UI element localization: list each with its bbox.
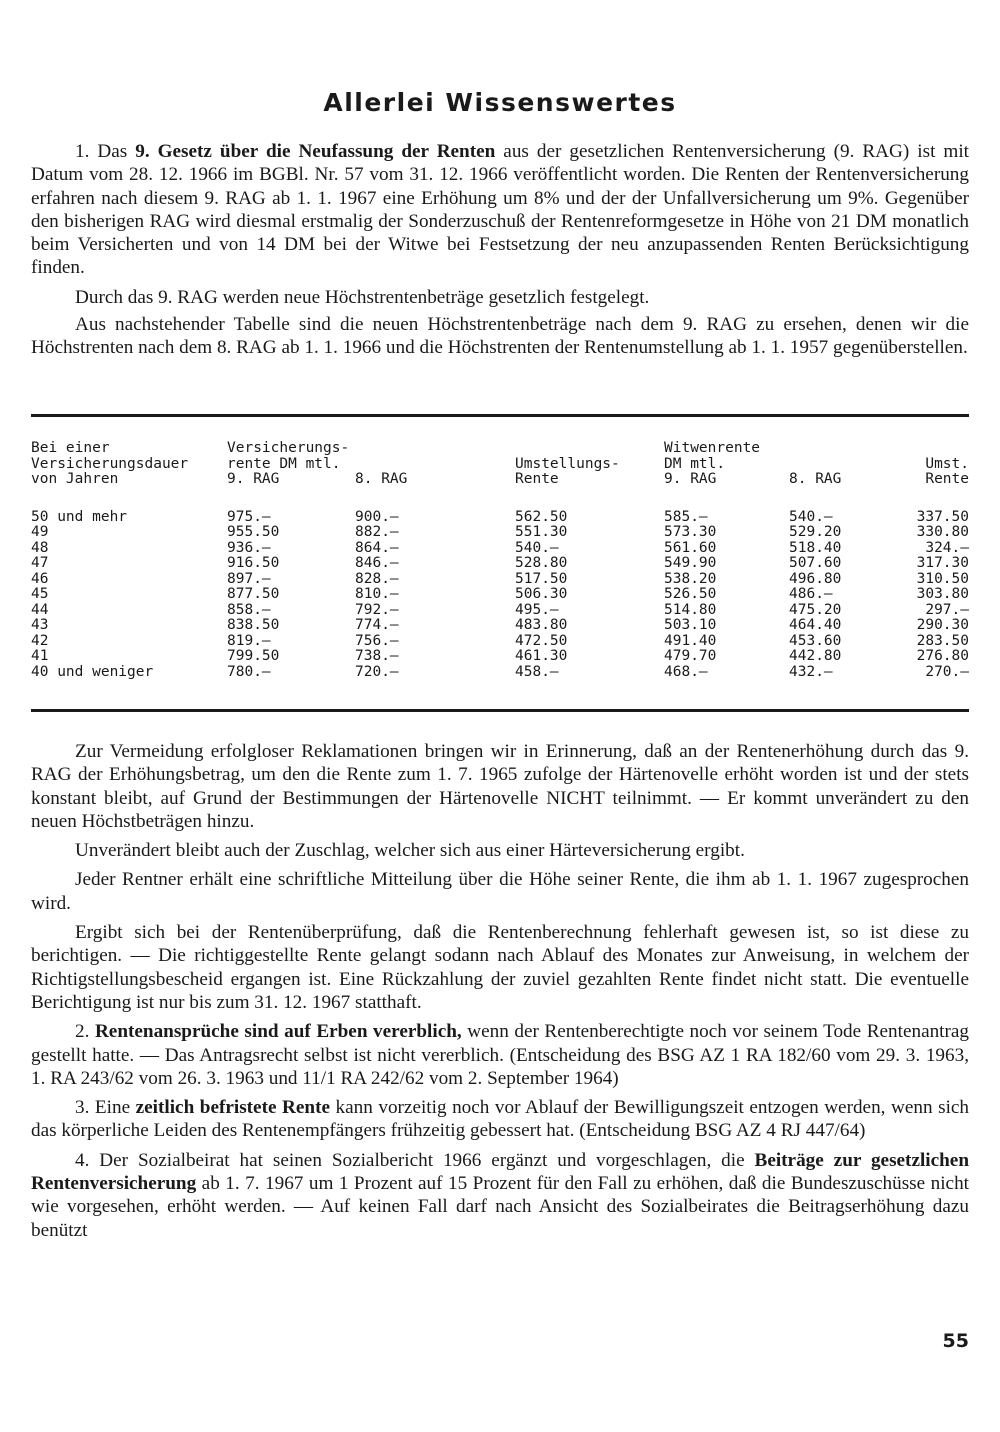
- cell-widow-8rag: 507.60: [789, 555, 842, 571]
- cell-widow-8rag: 464.40: [789, 617, 842, 633]
- cell-conversion: 562.50: [515, 508, 568, 525]
- cell-widow-8rag: 453.60: [789, 632, 842, 649]
- page-number: 55: [942, 1330, 969, 1352]
- table-row: [31, 634, 969, 650]
- paragraph-max-amounts: Durch das 9. RAG werden neue Höchstrentenbeträge gesetzlich festgelegt.: [75, 286, 650, 308]
- cell-conversion: 483.80: [515, 617, 568, 633]
- cell-widow-9rag: 514.80: [664, 601, 717, 618]
- cell-insurance-9rag: 877.50: [227, 586, 280, 602]
- cell-insurance-8rag: 756.—: [355, 632, 399, 649]
- cell-insurance-8rag: 864.—: [355, 539, 399, 556]
- cell-insurance-9rag: 858.—: [227, 601, 271, 618]
- paragraph-social-council: [31, 1149, 969, 1242]
- paragraph-council-rest: ab 1. 7. 1967 um 1 Prozent auf 15 Prozent für den Fall zu erhöhen, daß die Bundeszuschüsse nicht wie vorgesehen, erhöht werden. — Auf keinen Fall darf nach Ansicht des Sozialbeirates die Beitragserhöhung dazu benützt: [31, 1173, 969, 1241]
- header-duration: Bei einer Versicherungsdauer von Jahren: [31, 440, 189, 487]
- cell-widow-conversion: 337.50: [916, 508, 969, 525]
- cell-widow-conversion: 297.—: [925, 601, 969, 618]
- cell-insurance-9rag: 936.—: [227, 539, 271, 556]
- cell-insurance-9rag: 838.50: [227, 617, 280, 633]
- after-table-section: [31, 740, 969, 1248]
- cell-duration: 44: [31, 601, 49, 618]
- cell-widow-conversion: 290.30: [916, 617, 969, 633]
- cell-duration: 40 und weniger: [31, 663, 154, 680]
- cell-widow-9rag: 479.70: [664, 648, 717, 664]
- cell-widow-conversion: 324.—: [925, 539, 969, 556]
- cell-insurance-8rag: 828.—: [355, 570, 399, 587]
- cell-widow-9rag: 549.90: [664, 555, 717, 571]
- cell-duration: 50 und mehr: [31, 508, 128, 525]
- cell-widow-8rag: 529.20: [789, 524, 842, 540]
- cell-insurance-9rag: 916.50: [227, 555, 280, 571]
- cell-insurance-8rag: 774.—: [355, 617, 399, 633]
- header-widow-conversion: Umst. Rente: [925, 455, 969, 487]
- cell-conversion: 506.30: [515, 586, 568, 602]
- cell-insurance-8rag: 900.—: [355, 508, 399, 525]
- table-row: [31, 556, 969, 572]
- cell-insurance-8rag: 810.—: [355, 586, 399, 602]
- table-row: [31, 587, 969, 603]
- table-row: [31, 618, 969, 634]
- cell-widow-conversion: 270.—: [925, 663, 969, 680]
- table-row: [31, 510, 969, 526]
- cell-widow-9rag: 573.30: [664, 524, 717, 540]
- cell-insurance-9rag: 819.—: [227, 632, 271, 649]
- pension-rates-table: [31, 441, 969, 680]
- cell-widow-conversion: 317.30: [916, 555, 969, 571]
- intro-section: [31, 140, 969, 366]
- cell-widow-8rag: 540.—: [789, 508, 833, 525]
- header-insurance-8rag: 8. RAG: [355, 471, 408, 487]
- table-spacer: [31, 488, 969, 510]
- cell-conversion: 551.30: [515, 524, 568, 540]
- table-body: [31, 488, 969, 681]
- table-header-row: [31, 441, 969, 488]
- cell-widow-8rag: 486.—: [789, 586, 833, 602]
- cell-widow-conversion: 330.80: [916, 524, 969, 540]
- cell-widow-9rag: 561.60: [664, 539, 717, 556]
- header-widow-9rag: Witwenrente DM mtl. 9. RAG: [664, 440, 761, 487]
- cell-insurance-9rag: 955.50: [227, 524, 280, 540]
- cell-conversion: 461.30: [515, 648, 568, 664]
- cell-insurance-8rag: 720.—: [355, 663, 399, 680]
- paragraph-temporary-rest: kann vorzeitig noch vor Ablauf der Bewilligungszeit entzogen werden, wenn sich das körperliche Leiden des Rentenempfängers frühzeitig gebessert hat. (Entscheidung BSG AZ 4 RJ 447/64): [31, 1097, 970, 1142]
- cell-insurance-9rag: 975.—: [227, 508, 271, 525]
- pension-table: [31, 441, 969, 680]
- cell-widow-8rag: 432.—: [789, 663, 833, 680]
- cell-duration: 41: [31, 648, 49, 664]
- page: [31, 0, 969, 1432]
- cell-insurance-9rag: 780.—: [227, 663, 271, 680]
- paragraph-temporary-prefix: 3. Eine: [75, 1097, 136, 1119]
- cell-widow-9rag: 526.50: [664, 586, 717, 602]
- cell-widow-9rag: 491.40: [664, 632, 717, 649]
- paragraph-law-bold: 9. Gesetz über die Neufassung der Renten: [135, 141, 496, 162]
- cell-insurance-8rag: 738.—: [355, 648, 399, 664]
- cell-conversion: 528.80: [515, 555, 568, 571]
- cell-conversion: 517.50: [515, 570, 568, 587]
- cell-widow-8rag: 442.80: [789, 648, 842, 664]
- cell-duration: 42: [31, 632, 49, 649]
- cell-widow-8rag: 518.40: [789, 539, 842, 556]
- paragraph-inheritance-prefix: 2.: [75, 1021, 95, 1043]
- cell-widow-9rag: 585.—: [664, 508, 708, 525]
- cell-widow-9rag: 538.20: [664, 570, 717, 587]
- header-conversion: Umstellungs- Rente: [515, 455, 620, 487]
- paragraph-inheritance-rest: wenn der Rentenberechtigte noch vor seinem Tode Rentenantrag gestellt hatte. — Das Antragsrecht selbst ist nicht vererblich. (Entscheidung des BSG AZ 1 RA 182/60 vom 29. 3. 1963, 1. RA 243/62 vom 26. 3. 1963 und 11/1 RA 242/62 vom 2. September 1964): [31, 1021, 970, 1089]
- paragraph-temporary-bold: zeitlich befristete Rente: [135, 1097, 330, 1119]
- cell-conversion: 472.50: [515, 632, 568, 649]
- cell-conversion: 458.—: [515, 663, 559, 680]
- paragraph-council-bold: Beiträge zur gesetzlichen Rentenversicherung: [31, 1149, 969, 1195]
- cell-widow-9rag: 503.10: [664, 617, 717, 633]
- paragraph-notification: Jeder Rentner erhält eine schriftliche Mitteilung über die Höhe seiner Rente, die ihm ab 1. 1. 1967 zugesprochen wird.: [31, 869, 969, 914]
- paragraph-inheritance: [31, 1020, 969, 1090]
- cell-widow-8rag: 496.80: [789, 570, 842, 587]
- paragraph-council-prefix: 4. Der Sozialbeirat hat seinen Sozialbericht 1966 ergänzt und vorgeschlagen, die: [75, 1149, 755, 1171]
- paragraph-correction: Ergibt sich bei der Rentenüberprüfung, daß die Rentenberechnung fehlerhaft gewesen ist, so ist diese zu berichtigen. — Die richtiggestellte Rente gelangt sodann nach Ablauf des Monates zur Anweisung, in welchem der Richtigstellungsbescheid ergangen ist. Eine Rückzahlung der zuviel gezahlten Rente findet nicht statt. Die eventuelle Berichtigung ist nur bis zum 31. 12. 1967 statthaft.: [31, 922, 969, 1013]
- table-row: [31, 603, 969, 619]
- paragraph-table-intro: Aus nachstehender Tabelle sind die neuen Höchstrentenbeträge nach dem 9. RAG zu ersehen, denen wir die Höchstrenten nach dem 8. RAG ab 1. 1. 1966 und die Höchstrenten der Rentenumstellung ab 1. 1. 1957 gegenüberstellen.: [31, 314, 969, 359]
- paragraph-law-prefix: 1. Das: [75, 141, 136, 162]
- paragraph-temporary-pension: [31, 1096, 969, 1143]
- cell-duration: 45: [31, 586, 49, 602]
- cell-duration: 48: [31, 539, 49, 556]
- cell-conversion: 540.—: [515, 539, 559, 556]
- cell-widow-conversion: 283.50: [916, 632, 969, 649]
- table-bottom-rule: [31, 709, 969, 712]
- cell-widow-9rag: 468.—: [664, 663, 708, 680]
- page-title: Allerlei Wissenswertes: [323, 88, 677, 117]
- cell-widow-conversion: 303.80: [916, 586, 969, 602]
- cell-insurance-8rag: 846.—: [355, 555, 399, 571]
- table-top-rule: [31, 414, 969, 417]
- cell-insurance-8rag: 882.—: [355, 524, 399, 540]
- table-row: [31, 525, 969, 541]
- cell-widow-conversion: 276.80: [916, 648, 969, 664]
- paragraph-supplement: Unverändert bleibt auch der Zuschlag, welcher sich aus einer Härteversicherung ergibt.: [75, 840, 745, 862]
- paragraph-law-rest: aus der gesetzlichen Rentenversicherung (9. RAG) ist mit Datum vom 28. 12. 1966 im BGBl. Nr. 57 vom 31. 12. 1966 veröffentlicht worden. Die Renten der Rentenversicherung erfahren nach diesem 9. RAG ab 1. 1. 1967 eine Erhöhung um 8% und der der Unfallversicherung um 9%. Gegenüber den bisherigen RAG wird diesmal erstmalig der Sonderzuschuß der Rentenreformgesetze in Höhe von 21 DM monatlich beim Versicherten und von 14 DM bei der Witwe bei Festsetzung der neu anzupassenden Renten Berücksichtigung finden.: [31, 141, 969, 279]
- cell-insurance-9rag: 897.—: [227, 570, 271, 587]
- cell-conversion: 495.—: [515, 601, 559, 618]
- cell-duration: 49: [31, 524, 49, 540]
- cell-duration: 46: [31, 570, 49, 587]
- table-row: [31, 541, 969, 557]
- cell-widow-8rag: 475.20: [789, 601, 842, 618]
- cell-widow-conversion: 310.50: [916, 570, 969, 587]
- table-row: [31, 649, 969, 665]
- paragraph-reclamations: Zur Vermeidung erfolgloser Reklamationen bringen wir in Erinnerung, daß an der Rentenerhöhung durch das 9. RAG der Erhöhungsbetrag, um den die Rente zum 1. 7. 1965 zufolge der Härtenovelle erhöht worden ist und der stets konstant bleibt, auf Grund der Bestimmungen der Härtenovelle NICHT teilnimmt. — Er kommt unverändert zu den neuen Höchstbeträgen hinzu.: [31, 741, 969, 832]
- paragraph-law: [31, 140, 969, 280]
- cell-duration: 47: [31, 555, 49, 571]
- table-row: [31, 572, 969, 588]
- paragraph-inheritance-bold: Rentenansprüche sind auf Erben vererblich,: [94, 1021, 462, 1043]
- cell-duration: 43: [31, 617, 49, 633]
- header-widow-8rag: 8. RAG: [789, 471, 842, 487]
- cell-insurance-9rag: 799.50: [227, 648, 280, 664]
- table-row: [31, 665, 969, 681]
- header-insurance-9rag: Versicherungs- rente DM mtl. 9. RAG: [227, 440, 350, 487]
- cell-insurance-8rag: 792.—: [355, 601, 399, 618]
